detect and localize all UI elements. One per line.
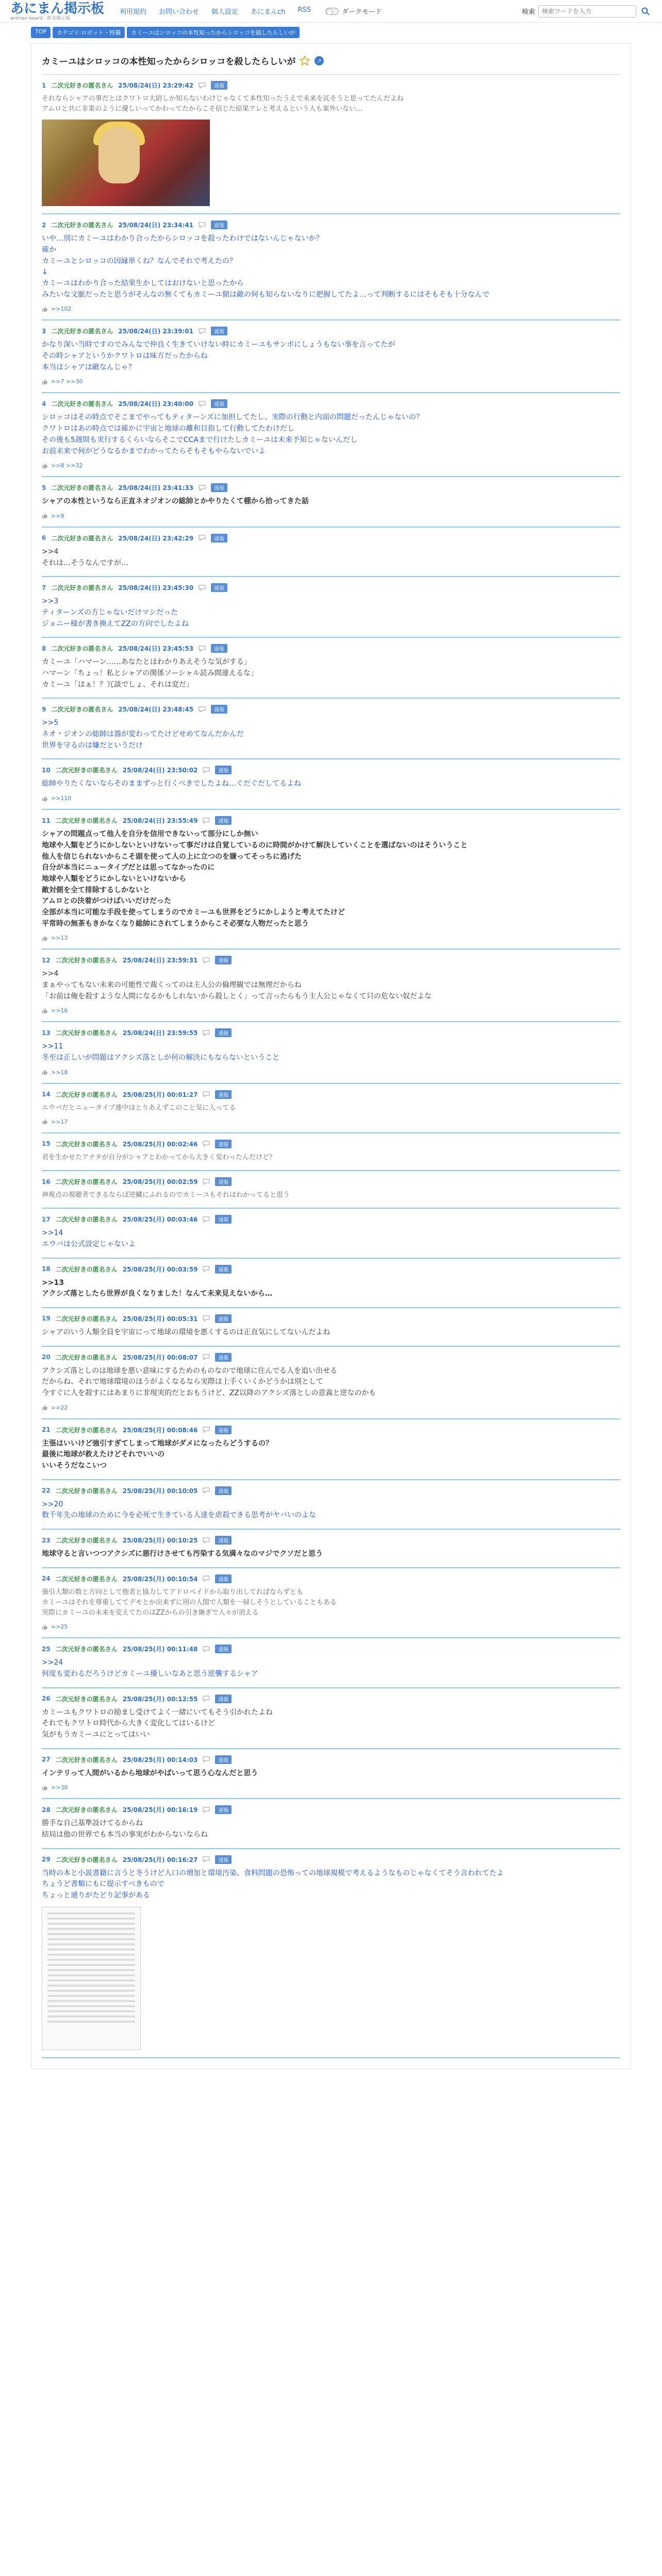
post-number[interactable]: 5 [42,484,46,492]
post-document-image[interactable] [42,1907,141,2050]
post-date: 25/08/25(月) 00:16:19 [122,1806,198,1814]
post-body: カミーユもクワトロの励まし受けてよく一緒にいてもそう引かれたよね それでもクワトロ時代から大きく変化してはいるけど 気がもうカミーユにとってはいい [42,1708,273,1739]
thumb-icon [42,1624,48,1630]
post-meta [42,1574,620,1583]
post-date: 25/08/25(月) 00:14:03 [122,1756,198,1764]
post-body: シャアのいう人類全員を宇宙にって地球の環境を悪くするのは正直気にしてないんだよね [42,1328,330,1336]
reply-icon[interactable] [203,1315,210,1321]
post-author: 二次元好きの匿名さん [55,1756,118,1764]
report-tag[interactable]: 通報 [211,483,227,492]
post [42,75,620,214]
post [42,1480,620,1530]
share-icon[interactable] [314,56,324,66]
post [42,759,620,810]
report-tag[interactable]: 通報 [215,1177,231,1186]
thumb-icon [42,463,48,469]
post-date: 25/08/25(月) 00:10:05 [122,1487,198,1495]
post-number[interactable]: 15 [42,1140,51,1148]
report-tag[interactable]: 通報 [211,583,227,592]
post-date: 25/08/25(月) 00:12:55 [122,1695,198,1703]
post [42,214,620,320]
post-author: 二次元好きの匿名さん [51,484,113,492]
header-nav [120,6,311,16]
report-tag[interactable]: 通報 [215,1353,231,1362]
post [42,1419,620,1480]
reply-icon[interactable] [198,401,206,407]
post-body: >>4 それは…そうなんですが… [42,547,128,567]
post-body: シャアの本性というなら正直ネオジオンの総帥とかやりたくて棚から拾ってきた話 [42,497,309,506]
post-date: 25/08/25(月) 00:10:54 [122,1575,198,1583]
post-body: 地球守ると言いつつアクシズに悪行けさせても汚染する気満々なのマジでクソだと思う [42,1550,323,1558]
thumb-icon [42,1069,48,1075]
search-icon[interactable] [639,5,652,18]
reply-links [42,935,620,941]
post-author: 二次元好きの匿名さん [51,645,113,653]
post [42,528,620,577]
logo-subtitle: animan board · 匿名掲示板 [10,15,71,21]
reply-links [42,1118,620,1125]
nav-terms[interactable]: 利用規約 [120,8,147,16]
post-number[interactable]: 10 [42,766,51,774]
reply-links [42,1623,620,1630]
post-meta [42,1265,620,1274]
post-meta [42,1215,620,1224]
post-meta [42,1426,620,1434]
post-date: 25/08/25(月) 00:16:27 [122,1856,198,1863]
post-meta [42,956,620,964]
nav-rss[interactable]: RSS [297,6,311,14]
report-tag[interactable]: 通報 [215,1426,231,1434]
post-body: 当時の本と小説書籍に言うと冬うけど人口の増加と環境汚染、食料問題の恐怖っての地球規模で考えるようなものじゃなくてそう言われてたよ ちょうど書類にもに提示すべきもので ちょっと通りがたどり記事がある [42,1869,504,1900]
reply-icon[interactable] [198,222,206,228]
post [42,810,620,950]
reply-links [42,1784,620,1791]
report-tag[interactable]: 通報 [215,1645,231,1653]
post-body: 神視点の視聴者できるならば逆鱗にふれるのでカミーユもそれはわかってると思う [42,1191,290,1199]
nav-settings[interactable]: 個人設定 [211,8,239,16]
reply-icon[interactable] [198,646,206,652]
post-date: 25/08/25(月) 00:08:07 [122,1353,198,1361]
post-author: 二次元好きの匿名さん [55,1426,118,1434]
post-number[interactable]: 2 [42,221,46,229]
post-number[interactable]: 7 [42,584,46,591]
breadcrumb-category[interactable]: カテゴリ:ロボット・特撮 [53,27,125,38]
post-author: 二次元好きの匿名さん [55,1856,118,1863]
post-author: 二次元好きの匿名さん [55,1537,118,1545]
post-body: かなり深い当時ですのでみんなで仲良く生きていけない時にカミーユもサンボにしょうもない事を言ってたが その時シャアというかクワトロは味方だったからね 本当はシャアは敵なんじゃ？ [42,341,395,371]
post-number[interactable]: 28 [42,1806,51,1814]
post-number[interactable]: 13 [42,1029,51,1037]
reply-icon[interactable] [198,82,206,89]
post-number[interactable]: 23 [42,1536,51,1544]
post-author: 二次元好きの匿名さん [55,1315,118,1323]
reply-icon[interactable] [198,706,206,713]
post-author: 二次元好きの匿名さん [55,817,118,825]
thumb-icon [42,1404,48,1411]
post-body: アクシズ落としのは地球を悪い意味にするためのものなので地球に住んでる人を追い出せる だからね、それで地球環境のほうがよくなるなら実際は上手くいくかどうかは別として 今すぐに人を殺すにはあまりに非現実的だとおもうけど、ZZ以降のアクシズ落としの意義と逆なのかも [42,1366,376,1398]
reply-links [42,378,620,385]
post-author: 二次元好きの匿名さん [55,1575,118,1583]
report-tag[interactable]: 通報 [215,1805,231,1814]
post-body: カミーユ「ハマーン……あなたとはわかりあえそうな気がする」 ハマーン「ちょっ！私とシャアの関係ソーシャル読み間違えるな」 カミーユ「はぁ！？冗談でしょ、それは変だ」 [42,658,258,689]
reply-anchor[interactable]: >>13 [51,935,68,942]
post-number[interactable]: 12 [42,956,51,964]
reply-anchor[interactable]: >>110 [51,795,72,802]
post-date: 25/08/24(日) 23:41:33 [118,484,194,492]
post-author: 二次元好きの匿名さん [55,1487,118,1495]
report-tag[interactable]: 通報 [215,1140,231,1148]
report-tag[interactable]: 通報 [215,1855,231,1864]
report-tag[interactable]: 通報 [211,221,227,229]
reply-links [42,462,620,469]
svg-text:↗: ↗ [317,57,322,64]
post-body: いや…別にカミーユはわかり合ったからシロッコを殺ったわけではないんじゃないか？ 確か カミーユとシロッコの因縁単くね？なんでそれで考えたの？ ↓ カミーユはわかり合った結果生かしてはおけないと思ったから みたいな文脈だったと思うがそんなの無くてもカミーユ側は敵の何も知らないなりに把握してたよ…って判断するにはそもそも十分なんで [42,234,489,299]
reply-icon[interactable] [198,328,206,334]
reply-links [42,795,620,802]
post-author: 二次元好きの匿名さん [55,1029,118,1037]
report-tag[interactable]: 通報 [215,1536,231,1545]
post-meta [42,399,620,408]
post [42,320,620,393]
reply-anchor[interactable]: >>8 >>32 [51,462,83,469]
post-date: 25/08/24(日) 23:42:29 [118,534,194,542]
post-meta [42,816,620,825]
reply-icon[interactable] [203,1537,210,1544]
post [42,577,620,638]
post-author: 二次元好きの匿名さん [55,1806,118,1814]
post [42,1308,620,1347]
post [42,1688,620,1749]
post [42,1171,620,1209]
toggle-switch[interactable] [325,8,339,15]
report-tag[interactable]: 通報 [215,1265,231,1274]
post-body: 君を生かせたアナタが自分がシャアとわかってから大きく変わったんだけど？ [42,1153,276,1161]
post-number[interactable]: 22 [42,1487,51,1495]
post-number[interactable]: 1 [42,81,46,89]
search-input[interactable] [538,5,636,18]
post-meta [42,1645,620,1653]
thread-title-row [42,44,620,75]
dark-mode-label: ダークモード [342,8,382,16]
reply-anchor[interactable]: >>16 [51,1007,68,1014]
reply-links [42,306,620,312]
post-number[interactable]: 4 [42,400,46,408]
post-author: 二次元好きの匿名さん [51,584,113,592]
post [42,638,620,699]
post-meta [42,1486,620,1495]
post [42,1022,620,1083]
reply-icon[interactable] [203,1354,210,1360]
post-body: 強引人類の数と方向として他者と協力してアドロペイドから取り出してればならずとも カミーユはそれを尊重しててデモとか出来ずに別の人間で人類を一掃しそうとしていることもある 実際にカミーユの未来を変えてたのはZZからの引き継ぎで人々が消える [42,1588,337,1617]
report-tag[interactable]: 通報 [215,1486,231,1495]
reply-icon[interactable] [203,957,210,963]
reply-icon[interactable] [203,1266,210,1272]
post-meta [42,1694,620,1703]
post-date: 25/08/24(日) 23:34:41 [118,222,194,229]
breadcrumb [0,23,662,40]
post-date: 25/08/25(月) 00:01:27 [122,1091,198,1098]
image-face [98,127,140,183]
post [42,1347,620,1419]
thread-container [31,43,631,2069]
post-number[interactable]: 9 [42,705,46,713]
reply-icon[interactable] [203,1756,210,1762]
post [42,1749,620,1800]
post-body: >>11 冬至は正しいが問題はアクシズ落としが何の解決にもならないということ [42,1042,280,1062]
reply-anchor[interactable]: >>17 [51,1118,68,1125]
post-meta [42,81,620,90]
reply-anchor[interactable]: >>30 [51,1784,68,1791]
post-number[interactable]: 26 [42,1695,51,1703]
post-number[interactable]: 21 [42,1426,51,1434]
post-date: 25/08/24(日) 23:45:53 [118,645,194,653]
post-date: 25/08/24(日) 23:40:00 [118,400,194,408]
reply-icon[interactable] [203,1030,210,1036]
report-tag[interactable]: 通報 [211,644,227,653]
thumb-icon [42,379,48,385]
thumb-icon [42,513,48,519]
post [42,1638,620,1688]
post-number[interactable]: 25 [42,1645,51,1653]
post-author: 二次元好きの匿名さん [51,328,113,335]
thumb-icon [42,795,48,802]
post-meta [42,1314,620,1323]
post-author: 二次元好きの匿名さん [55,1265,118,1273]
post-body: >>20 数千年先の地球のために今を必死で生きている人達を虐殺できる思考がヤバいのよな [42,1500,316,1520]
favorite-star-icon[interactable] [300,56,310,66]
post-date: 25/08/24(日) 23:59:55 [122,1029,198,1037]
post [42,1084,620,1133]
post-meta [42,766,620,774]
post-author: 二次元好きの匿名さん [51,82,113,89]
search-area [522,5,652,18]
reply-icon[interactable] [198,485,206,491]
post [42,1259,620,1308]
post-meta [42,644,620,653]
reply-icon[interactable] [203,1575,210,1582]
reply-links [42,513,620,519]
post-body: >>13 アクシズ落としたら世界が良くなりました！なんて未来見えないから… [42,1278,273,1298]
reply-anchor[interactable]: >>102 [51,306,72,313]
post-author: 二次元好きの匿名さん [55,767,118,774]
post-date: 25/08/24(日) 23:29:42 [118,82,194,89]
post-date: 25/08/24(日) 23:55:49 [122,817,198,825]
post-date: 25/08/24(日) 23:39:01 [118,328,194,335]
post-number[interactable]: 27 [42,1756,51,1764]
post [42,1209,620,1258]
post-author: 二次元好きの匿名さん [51,222,113,229]
report-tag[interactable]: 通報 [215,1314,231,1323]
post-meta [42,1090,620,1099]
search-label: 検索 [521,8,535,16]
post-body: エウバだとニュータイプ連中はとりあえずこのこと気に入ってる [42,1104,236,1112]
post-body: インテリって人間がいるから地球がやばいって思う心なんだと思う [42,1769,258,1777]
post-author: 二次元好きの匿名さん [55,1695,118,1703]
post-date: 25/08/25(月) 00:08:46 [122,1426,198,1434]
post-author: 二次元好きの匿名さん [55,1140,118,1148]
report-tag[interactable]: 通報 [215,956,231,964]
report-tag[interactable]: 通報 [215,1028,231,1037]
post-author: 二次元好きの匿名さん [55,1091,118,1098]
post-meta [42,583,620,592]
report-tag[interactable]: 通報 [215,816,231,825]
report-tag[interactable]: 通報 [215,1755,231,1764]
breadcrumb-top[interactable]: TOP [31,27,51,38]
post-date: 25/08/25(月) 00:10:25 [122,1537,198,1545]
post-author: 二次元好きの匿名さん [55,1216,118,1224]
reply-anchor[interactable]: >>22 [51,1404,68,1411]
reply-anchor[interactable]: >>7 >>30 [51,378,83,385]
post-meta [42,1755,620,1764]
post-meta [42,1177,620,1186]
post-body: 勝手な自己基準設けてるからね 結局は他の世界でも本当の事実がわからないならね [42,1819,208,1839]
post-date: 25/08/25(月) 00:11:48 [122,1646,198,1653]
post-number[interactable]: 14 [42,1091,51,1098]
post-meta [42,1536,620,1545]
reply-icon[interactable] [203,1091,210,1097]
post-body: シロッコはその時点でそこまでやってもティターンズに加担してたし、実際の行動と内面の問題だったんじゃないの？ クワトロはあの時点では確かに宇宙と地球の離和目指して行動してたわけだし その後も5週間も実行するくらいならそこでCCAまで行けたしカミーユは未来予知じゃないんだし お前未来で何がどうなるかまでわかってたらそもそもやらないでいよ [42,413,423,455]
report-tag[interactable]: 通報 [215,1090,231,1099]
post [42,1568,620,1638]
post-body: >>14 エウバは公式設定じゃないよ [42,1229,136,1248]
post-meta [42,1353,620,1362]
reply-anchor[interactable]: >>25 [51,1623,68,1631]
post-meta [42,534,620,543]
post-date: 25/08/25(月) 00:02:59 [122,1178,198,1186]
post [42,1799,620,1849]
report-tag[interactable]: 通報 [215,1574,231,1583]
post-number[interactable]: 18 [42,1265,51,1273]
post-date: 25/08/25(月) 00:02:46 [122,1140,198,1148]
post-date: 25/08/25(月) 00:03:59 [122,1265,198,1273]
site-header [0,0,662,23]
post-meta [42,327,620,335]
post-body: >>4 まぁやってもない未来の可能性で裁くってのは主人公の倫理観では無理だからね 「お前は俺を殺すような人間になるかもしれないから殺しとく」って言ったらもう主人公じゃなくて只の危ない奴だよな [42,970,432,1001]
reply-icon[interactable] [203,1216,210,1223]
post [42,477,620,528]
post-date: 25/08/24(日) 23:50:02 [122,767,198,774]
reply-icon[interactable] [203,1856,210,1862]
post-number[interactable]: 24 [42,1575,51,1583]
report-tag[interactable]: 通報 [211,81,227,90]
thumb-icon [42,935,48,941]
post [42,950,620,1022]
report-tag[interactable]: 通報 [211,399,227,408]
post-date: 25/08/25(月) 00:05:31 [122,1315,198,1323]
post-body: >>24 何度も変わるだろうけどカミーユ優しいなあと思う逆襲するシャア [42,1658,258,1678]
post [42,1133,620,1171]
reply-links [42,1404,620,1411]
post-meta [42,483,620,492]
reply-icon[interactable] [203,1141,210,1147]
logo-text[interactable]: あにまん掲示板 [10,1,105,16]
thumb-icon [42,1118,48,1125]
post-meta [42,1855,620,1864]
reply-icon[interactable] [198,585,206,591]
report-tag[interactable]: 通報 [211,534,227,543]
post-body: それならシャアの事だとはクワトロ大尉しか知らないわけじゃなくて本性知ったうえで未来を託そうと思ってたんだよね アムロと共に非業のように優しいってかわってたからこそ信じた結果アレと考えるという人も案外いない… [42,95,404,113]
reply-icon[interactable] [203,1696,210,1702]
report-tag[interactable]: 通報 [215,1215,231,1224]
post-author: 二次元好きの匿名さん [51,706,113,714]
reply-icon[interactable] [203,818,210,824]
reply-icon[interactable] [203,1807,210,1813]
post-number[interactable]: 20 [42,1353,51,1361]
post-author: 二次元好きの匿名さん [51,534,113,542]
post-author: 二次元好きの匿名さん [55,1353,118,1361]
post-number[interactable]: 3 [42,327,46,335]
thumb-icon [42,1785,48,1791]
report-tag[interactable]: 通報 [215,766,231,774]
nav-contact[interactable]: お問い合わせ [159,8,200,16]
reply-anchor[interactable]: >>9 [51,512,64,519]
post-body: 総帥やりたくないならそのままずっと行くべきでしたよね…ぐだぐだしてるよね [42,779,302,788]
post-number[interactable]: 17 [42,1215,51,1223]
reply-icon[interactable] [203,767,210,773]
report-tag[interactable]: 通報 [211,327,227,335]
post-image[interactable] [42,120,210,206]
post-meta [42,221,620,229]
reply-icon[interactable] [203,1427,210,1433]
reply-icon[interactable] [203,1646,210,1652]
post-number[interactable]: 8 [42,645,46,652]
post-date: 25/08/24(日) 23:59:31 [122,957,198,964]
breadcrumb-thread[interactable]: カミーユはシロッコの本性知ったからシロッコを殺したらしいが [127,27,300,38]
thumb-icon [42,1008,48,1014]
post-author: 二次元好きの匿名さん [55,1646,118,1653]
post-number[interactable]: 16 [42,1178,51,1185]
post-number[interactable]: 11 [42,817,51,824]
reply-anchor[interactable]: >>18 [51,1069,68,1076]
reply-links [42,1069,620,1076]
post-meta [42,1028,620,1037]
dark-mode-toggle[interactable] [325,6,382,16]
site-logo[interactable] [10,2,104,21]
post-meta [42,1140,620,1148]
post-list [42,75,620,2058]
reply-icon[interactable] [198,535,206,541]
post-body: シャアの問題点って他人を自分を信用できないって部分にしか無い 地球や人類をどうにかしないといけないって事だけは自覚しているのに時間がかけて解決していくことを選ばないのはそういうこと 他人を信じられないからこそ頭を使って人の上に立つのを嫌ってそっちに逃げた 自分が本当にニュータイプだとは思ってなかったのに 地球や人類をどうにかしないといけないから 敵対側を全て排除するしかないと アムロとの決着がつけばいいだけだった 全部が本当に可能な手段を使ってしまうのでカミーユも世界をどうにかしようと考えてたけど 平常時の無茶もきかなくなり総帥にされてしまうからこそ必要な人物だったと思う [42,830,468,928]
thumb-icon [42,306,48,312]
reply-icon[interactable] [203,1487,210,1494]
post-body: >>3 ティターンズの方じゃないだけマシだった ジョニー様が書き換えてZZの方向でしたよね [42,597,189,628]
post-author: 二次元好きの匿名さん [55,1178,118,1186]
post-body: >>5 ネオ・ジオンの総帥は器が変わってたけどせめてなんだかんだ 世界を守るのは嫌だというだけ [42,719,244,750]
post-author: 二次元好きの匿名さん [51,400,113,408]
post [42,699,620,759]
nav-animanch[interactable]: あにまんch [251,8,286,16]
post [42,1530,620,1568]
report-tag[interactable]: 通報 [211,705,227,714]
reply-icon[interactable] [203,1179,210,1185]
post-meta [42,1805,620,1814]
post-number[interactable]: 6 [42,534,46,542]
post [42,393,620,477]
post-meta [42,705,620,714]
post-number[interactable]: 29 [42,1856,51,1863]
post-date: 25/08/24(日) 23:45:30 [118,584,194,592]
thread-title: カミーユはシロッコの本性知ったからシロッコを殺したらしいが [42,57,296,67]
post-author: 二次元好きの匿名さん [55,957,118,964]
post-number[interactable]: 19 [42,1315,51,1323]
reply-links [42,1007,620,1014]
post-date: 25/08/25(月) 00:03:46 [122,1216,198,1224]
post [42,1849,620,2058]
post-date: 25/08/24(日) 23:48:45 [118,706,194,714]
report-tag[interactable]: 通報 [215,1694,231,1703]
post-body: 主張はいいけど強引すぎてしまって地球がダメになったらどうするの？ 最後に地球が救えたけどそれでいいの いいそうだなこいつ [42,1439,273,1470]
